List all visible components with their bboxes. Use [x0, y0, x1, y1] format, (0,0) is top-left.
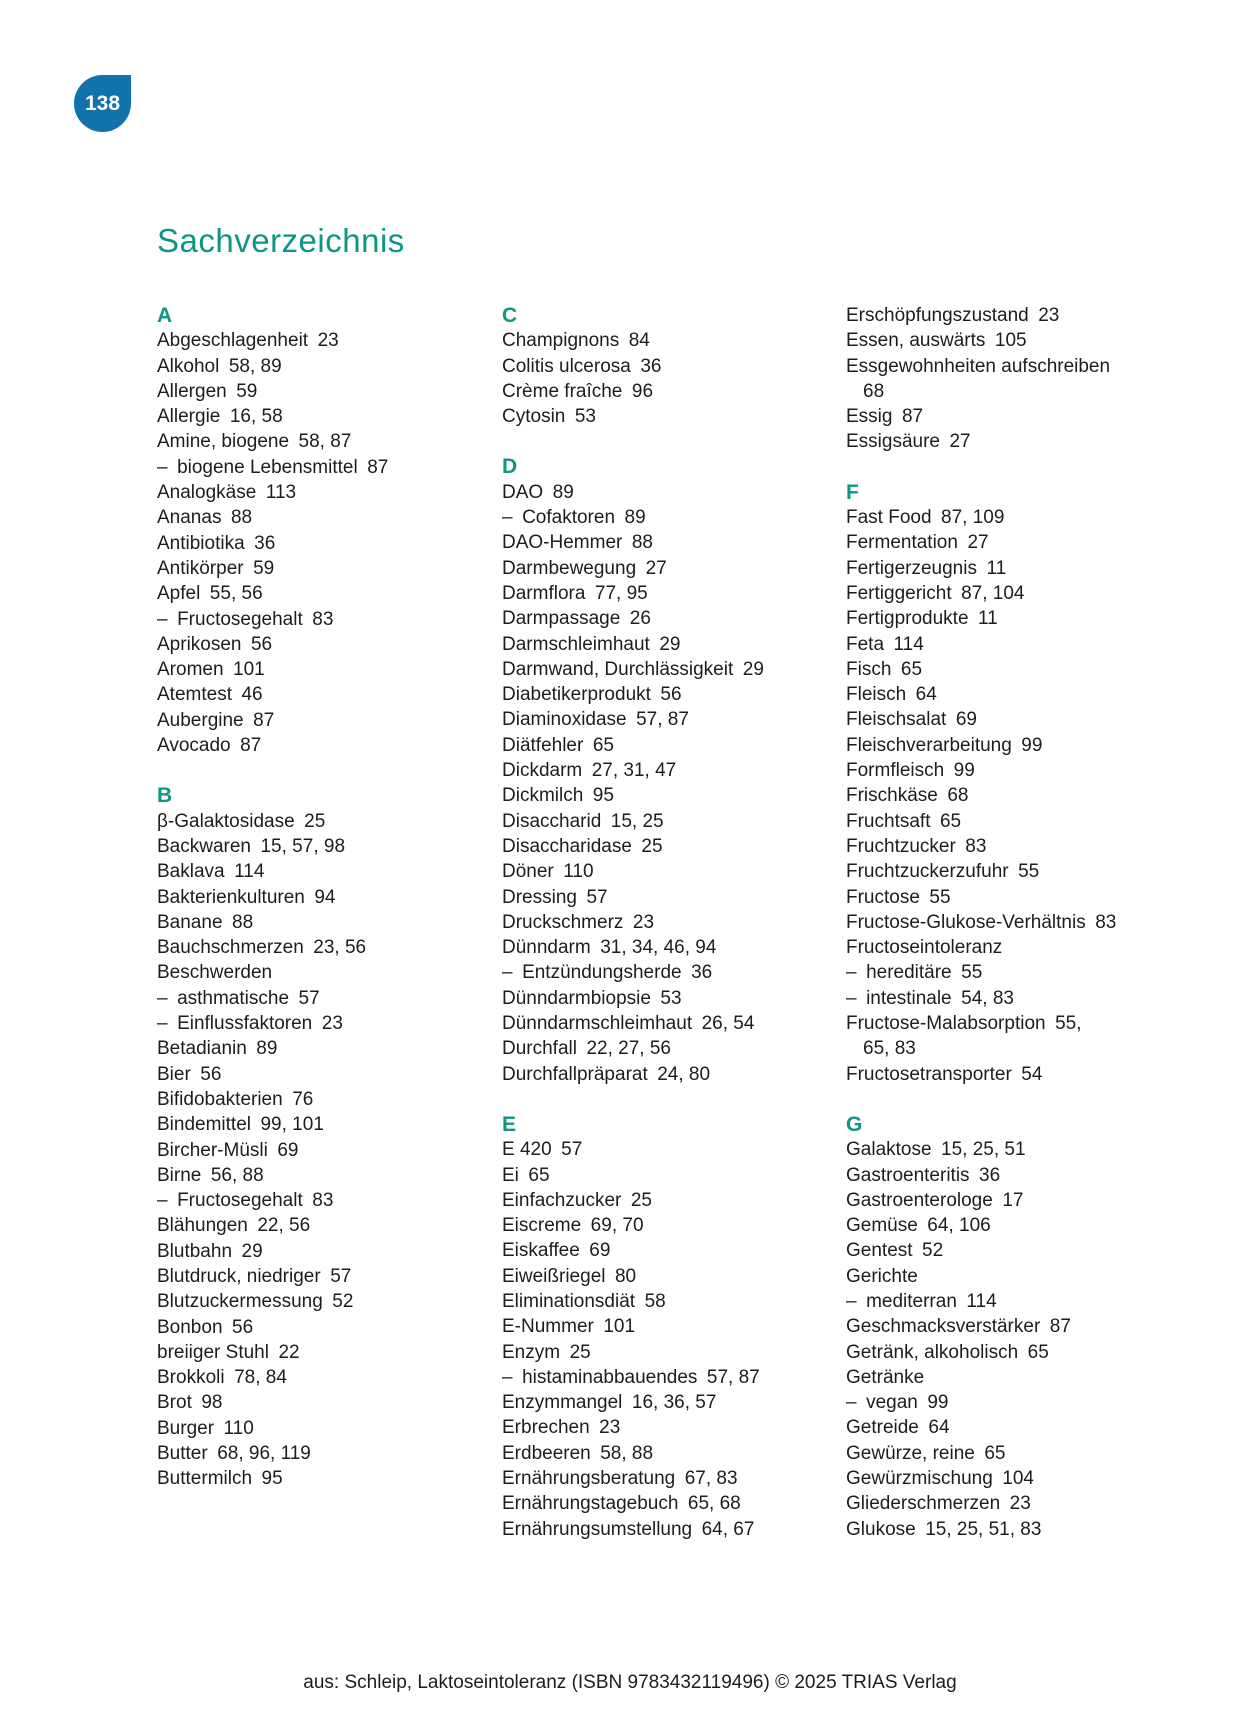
- index-entry: Dressing 57: [502, 886, 608, 908]
- index-entry: Dünndarmbiopsie 53: [502, 987, 682, 1009]
- index-entry: – asthmatische 57: [157, 987, 320, 1009]
- index-entry: Getreide 64: [846, 1417, 950, 1439]
- index-entry: – histaminabbauendes 57, 87: [502, 1366, 760, 1388]
- index-entry: Atemtest 46: [157, 684, 263, 706]
- index-entry: Bindemittel 99, 101: [157, 1114, 324, 1136]
- section-letter: D: [502, 455, 518, 479]
- index-entry: Backwaren 15, 57, 98: [157, 835, 346, 857]
- index-entry: Fructose 55: [846, 886, 951, 908]
- section-letter: F: [846, 480, 859, 504]
- index-entry: Fertigprodukte 11: [846, 608, 998, 630]
- index-entry: Colitis ulcerosa 36: [502, 355, 662, 377]
- index-entry: DAO-Hemmer 88: [502, 532, 653, 554]
- index-entry: Dünndarmschleimhaut 26, 54: [502, 1013, 755, 1035]
- page-number-badge: 138: [74, 75, 131, 132]
- index-section: [846, 303, 1218, 455]
- index-entry: – Einflussfaktoren 23: [157, 1013, 343, 1035]
- index-entry: 65, 83: [863, 1038, 916, 1060]
- index-entry: – hereditäre 55: [846, 962, 983, 984]
- index-entry: Eiweißriegel 80: [502, 1265, 637, 1287]
- section-letter: A: [157, 304, 173, 327]
- index-entry: Blutbahn 29: [157, 1240, 263, 1262]
- index-entry: – Fructosegehalt 83: [157, 1190, 334, 1212]
- index-entry: β-Galaktosidase 25: [157, 810, 326, 832]
- index-entry: Dickdarm 27, 31, 47: [502, 760, 677, 782]
- index-entry: Darmwand, Durchlässigkeit 29: [502, 658, 764, 680]
- page-title: Sachverzeichnis: [157, 222, 405, 259]
- index-column: [157, 303, 502, 1492]
- index-entry: Fertiggericht 87, 104: [846, 582, 1025, 604]
- index-entry: Druckschmerz 23: [502, 911, 655, 933]
- index-entry: Bifidobakterien 76: [157, 1088, 314, 1110]
- index-entry: Fructosetransporter 54: [846, 1063, 1043, 1085]
- index-entry: Erbrechen 23: [502, 1417, 621, 1439]
- index-entry: Cytosin 53: [502, 406, 596, 428]
- index-entry: Dünndarm 31, 34, 46, 94: [502, 937, 717, 959]
- index-entry: Fleischsalat 69: [846, 709, 977, 731]
- index-entry: DAO 89: [502, 481, 574, 503]
- index-section: [502, 1112, 846, 1542]
- index-entry: – vegan 99: [846, 1392, 949, 1414]
- index-entry: Gliederschmerzen 23: [846, 1493, 1031, 1515]
- index-entry: Fisch 65: [846, 658, 923, 680]
- index-entry: 68: [863, 380, 885, 402]
- index-entry: Feta 114: [846, 633, 924, 655]
- index-entry: Birne 56, 88: [157, 1164, 264, 1186]
- index-entry: Döner 110: [502, 861, 594, 883]
- index-entry: Bakterienkulturen 94: [157, 886, 336, 908]
- index-entry: Aprikosen 56: [157, 633, 273, 655]
- index-entry: Aromen 101: [157, 659, 265, 681]
- index-entry: Darmbewegung 27: [502, 557, 667, 579]
- index-entry: Frischkäse 68: [846, 785, 969, 807]
- section-letter: C: [502, 304, 518, 327]
- index-entry: Durchfallpräparat 24, 80: [502, 1063, 711, 1085]
- index-entry: Bauchschmerzen 23, 56: [157, 937, 367, 959]
- index-entry: Erdbeeren 58, 88: [502, 1442, 654, 1464]
- index-section: [502, 454, 846, 1086]
- index-entry: Alkohol 58, 89: [157, 355, 282, 377]
- index-entry: Abgeschlagenheit 23: [157, 330, 339, 352]
- index-entry: Blutzuckermessung 52: [157, 1291, 354, 1313]
- index-entry: Formfleisch 99: [846, 760, 975, 782]
- index-entry: Fructose-Malabsorption 55,: [846, 1013, 1082, 1035]
- index-entry: Darmschleimhaut 29: [502, 633, 681, 655]
- index-entry: Buttermilch 95: [157, 1468, 283, 1490]
- index-entry: Ei 65: [502, 1164, 550, 1186]
- index-entry: Fructoseintoleranz: [846, 937, 1003, 959]
- index-section: [846, 480, 1218, 1087]
- index-entry: Fleischverarbeitung 99: [846, 734, 1043, 756]
- index-entry: Gewürze, reine 65: [846, 1442, 1006, 1464]
- index-entry: Ernährungsberatung 67, 83: [502, 1468, 738, 1490]
- index-entry: Darmflora 77, 95: [502, 582, 648, 604]
- index-entry: Galaktose 15, 25, 51: [846, 1139, 1026, 1161]
- index-entry: Champignons 84: [502, 330, 650, 352]
- index-entry: Essigsäure 27: [846, 431, 971, 453]
- index-entry: Bonbon 56: [157, 1316, 254, 1338]
- index-entry: Gewürzmischung 104: [846, 1468, 1034, 1490]
- index-entry: Crème fraîche 96: [502, 380, 654, 402]
- index-entry: Ananas 88: [157, 507, 253, 529]
- index-entry: Essen, auswärts 105: [846, 330, 1027, 352]
- index-entry: E 420 57: [502, 1139, 583, 1161]
- index-entry: Diabetikerprodukt 56: [502, 684, 682, 706]
- index-columns: [157, 303, 1218, 1542]
- index-section: [157, 303, 502, 758]
- index-entry: Amine, biogene 58, 87: [157, 431, 352, 453]
- index-entry: Allergie 16, 58: [157, 406, 283, 428]
- section-letter: G: [846, 1112, 863, 1136]
- index-entry: Fast Food 87, 109: [846, 507, 1005, 529]
- index-column: [502, 303, 846, 1542]
- index-entry: Essgewohnheiten aufschreiben: [846, 355, 1111, 377]
- index-entry: Ernährungsumstellung 64, 67: [502, 1518, 755, 1540]
- index-entry: Aubergine 87: [157, 709, 275, 731]
- index-entry: Fruchtzuckerzufuhr 55: [846, 861, 1040, 883]
- index-entry: – mediterran 114: [846, 1290, 997, 1312]
- index-entry: Dickmilch 95: [502, 785, 614, 807]
- index-entry: Antibiotika 36: [157, 532, 276, 554]
- index-entry: Disaccharidase 25: [502, 835, 663, 857]
- index-entry: Fruchtzucker 83: [846, 835, 987, 857]
- index-entry: Betadianin 89: [157, 1038, 278, 1060]
- index-entry: Erschöpfungszustand 23: [846, 305, 1060, 326]
- index-entry: Geschmacksverstärker 87: [846, 1316, 1071, 1338]
- section-letter: B: [157, 784, 173, 808]
- index-entry: Baklava 114: [157, 861, 265, 883]
- index-entry: Banane 88: [157, 911, 254, 933]
- index-entry: Analogkäse 113: [157, 482, 297, 504]
- index-entry: Burger 110: [157, 1417, 254, 1439]
- index-entry: Blähungen 22, 56: [157, 1215, 311, 1237]
- index-entry: – intestinale 54, 83: [846, 987, 1014, 1009]
- index-entry: Enzymmangel 16, 36, 57: [502, 1392, 717, 1414]
- index-entry: Antikörper 59: [157, 557, 275, 579]
- index-entry: – Entzündungsherde 36: [502, 962, 713, 984]
- index-entry: Fleisch 64: [846, 684, 937, 706]
- index-entry: Eliminationsdiät 58: [502, 1290, 666, 1312]
- index-entry: Butter 68, 96, 119: [157, 1443, 311, 1465]
- index-entry: Avocado 87: [157, 735, 262, 757]
- index-entry: – Cofaktoren 89: [502, 507, 646, 529]
- index-entry: Enzym 25: [502, 1341, 591, 1363]
- index-entry: Brokkoli 78, 84: [157, 1367, 287, 1389]
- index-entry: Fructose-Glukose-Verhältnis 83: [846, 911, 1117, 933]
- index-entry: Apfel 55, 56: [157, 583, 263, 605]
- index-entry: Allergen 59: [157, 380, 258, 402]
- index-entry: Diaminoxidase 57, 87: [502, 709, 689, 731]
- index-entry: Disaccharid 15, 25: [502, 810, 664, 832]
- index-entry: Diätfehler 65: [502, 734, 614, 756]
- index-entry: Blutdruck, niedriger 57: [157, 1265, 352, 1287]
- index-entry: Fruchtsaft 65: [846, 810, 962, 832]
- index-entry: Eiskaffee 69: [502, 1240, 611, 1262]
- index-column: [846, 303, 1218, 1542]
- index-entry: Fermentation 27: [846, 532, 989, 554]
- index-entry: Glukose 15, 25, 51, 83: [846, 1518, 1042, 1540]
- index-entry: Gemüse 64, 106: [846, 1215, 991, 1237]
- footer-credit: aus: Schleip, Laktoseintoleranz (ISBN 9783432119496) © 2025 TRIAS Verlag: [303, 1672, 957, 1693]
- index-entry: Beschwerden: [157, 962, 273, 984]
- index-entry: Gastroenteritis 36: [846, 1164, 1001, 1186]
- index-entry: – Fructosegehalt 83: [157, 608, 334, 630]
- index-entry: Brot 98: [157, 1392, 223, 1414]
- index-entry: Getränk, alkoholisch 65: [846, 1341, 1049, 1363]
- index-entry: breiiger Stuhl 22: [157, 1341, 300, 1363]
- index-section: [157, 783, 502, 1491]
- index-entry: Durchfall 22, 27, 56: [502, 1038, 671, 1060]
- index-entry: Gentest 52: [846, 1240, 944, 1262]
- index-section: [502, 303, 846, 429]
- index-section: [846, 1112, 1218, 1542]
- index-entry: Bier 56: [157, 1063, 222, 1085]
- index-entry: Eiscreme 69, 70: [502, 1215, 644, 1237]
- index-entry: Getränke: [846, 1366, 925, 1388]
- index-entry: Bircher-Müsli 69: [157, 1139, 299, 1161]
- index-entry: Ernährungstagebuch 65, 68: [502, 1493, 741, 1515]
- section-letter: E: [502, 1112, 517, 1136]
- index-entry: E-Nummer 101: [502, 1316, 636, 1338]
- index-entry: Darmpassage 26: [502, 608, 651, 630]
- index-entry: Einfachzucker 25: [502, 1189, 652, 1211]
- index-entry: Essig 87: [846, 406, 924, 428]
- index-entry: Gerichte: [846, 1265, 918, 1287]
- index-entry: Gastroenterologe 17: [846, 1189, 1024, 1211]
- index-entry: Fertigerzeugnis 11: [846, 557, 1007, 579]
- index-entry: – biogene Lebensmittel 87: [157, 456, 389, 478]
